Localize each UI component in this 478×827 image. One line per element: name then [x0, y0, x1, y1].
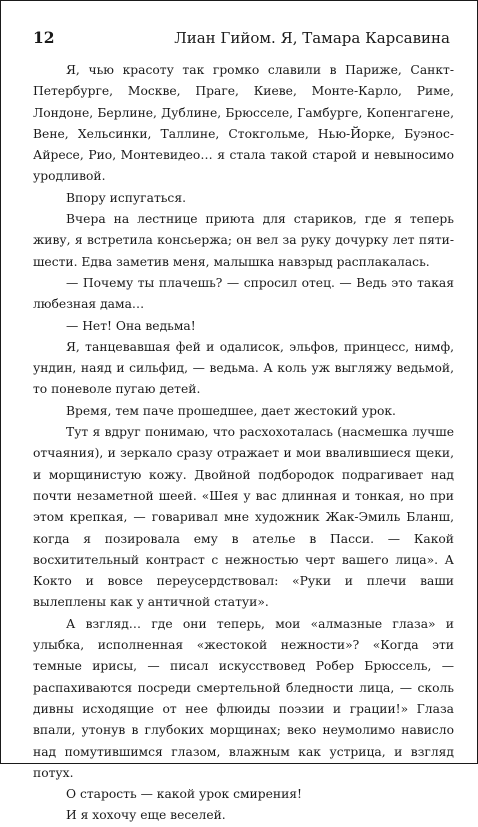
paragraph: Я, танцевавшая фей и одалисок, эльфов, принцесс, нимф, ундин, наяд и сильфид, — ведьма. А коль уж выгляжу ведьмой, то поневоле пугаю детей. [33, 339, 454, 397]
paragraph: Впору испугаться. [66, 190, 186, 205]
paragraph: — Почему ты плачешь? — спросил отец. — Ведь это такая любезная дама… [33, 275, 454, 312]
paragraph: Я, чью красоту так громко славили в Париже, Санкт-Петербурге, Москве, Праге, Киеве, Монте-Карло, Риме, Лондоне, Берлине, Дублине, Брюсселе, Гамбурге, Копенгагене, Вене, Хельсинки, Таллине, Стокгольме, Нью-Йорке, Буэнос-Айресе, Рио, Монтевидео… я стала такой старой и невыносимо уродливой. [33, 63, 454, 184]
body-text [33, 60, 454, 827]
paragraph: Время, тем паче прошедшее, дает жестокий урок. [66, 403, 396, 418]
running-head: Лиан Гийом. Я, Тамара Карсавина [174, 29, 450, 47]
paragraph: Тут я вдруг понимаю, что расхохоталась (насмешка лучше отчаяния), и зеркало сразу отражает и мои ввалившиеся щеки, и морщинистую кожу. Двойной подбородок подрагивает над почти незаметной шеей. «Шея у вас длинная и тонкая, но при этом крепкая, — говаривал мне художник Жак-Эмиль Бланш, когда я позировала ему в ателье в Пасси. — Какой восхитительный контраст с нежностью черт вашего лица». А Кокто и вовсе переусердствовал: «Руки и плечи ваши вылеплены как у античной статуи». [33, 425, 454, 610]
page-header [33, 25, 450, 51]
paragraph: О старость — какой урок смирения! [66, 787, 302, 802]
paragraph: Вчера на лестнице приюта для стариков, где я теперь живу, я встретила консьержа; он вел за руку дочурку лет пяти-шести. Едва заметив меня, малышка навзрыд расплакалась. [33, 212, 454, 269]
paragraph: А взгляд… где они теперь, мои «алмазные глаза» и улыбка, исполненная «жестокой нежности»? «Когда эти темные ирисы, — писал искусствовед Робер Брюссель, — распахиваются посреди смертельной бледности лица, — сколь дивны исходящие от нее флюиды поэзии и грации!» Глаза впали, утонув в глубоких морщинах; веко неумолимо нависло над помутившимся глазом, влажным как устрица, и взгляд потух. [33, 616, 454, 780]
paragraph: — Нет! Она ведьма! [66, 318, 196, 333]
paragraph: И я хохочу еще веселей. [66, 808, 226, 823]
page-number: 12 [33, 28, 55, 47]
